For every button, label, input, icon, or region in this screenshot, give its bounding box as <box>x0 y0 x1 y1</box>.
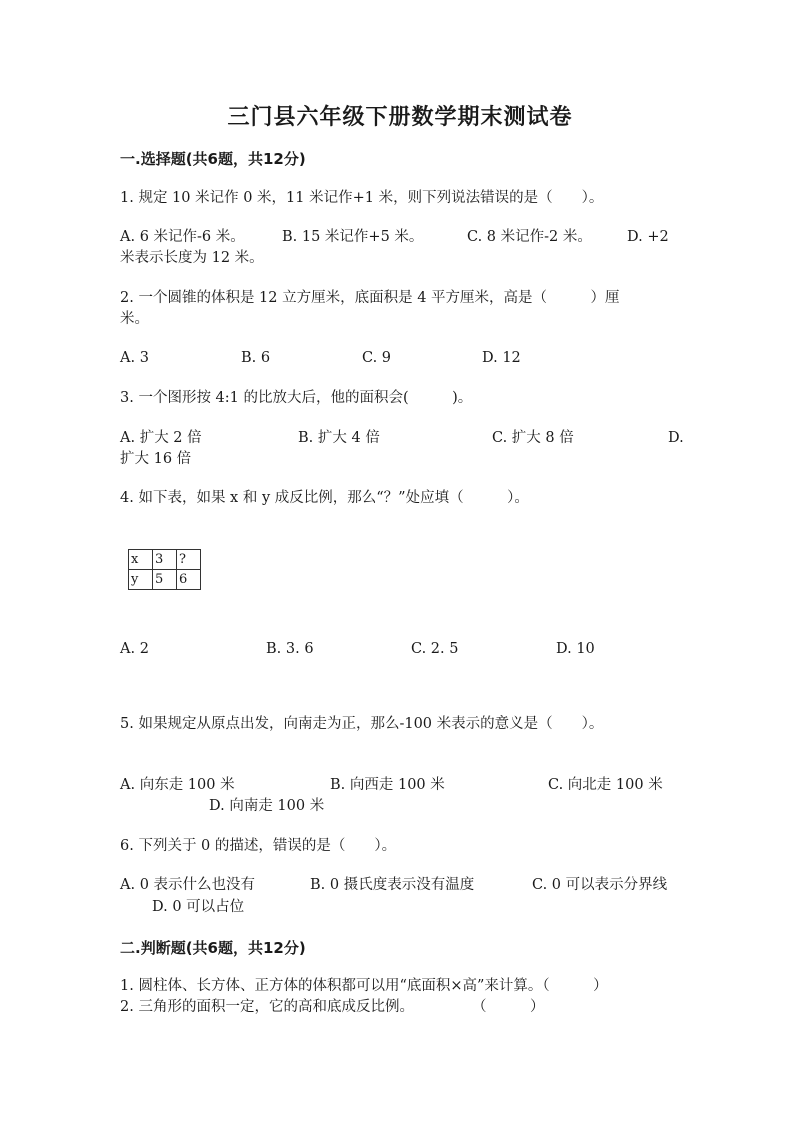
table-cell: 3 <box>153 550 177 570</box>
judgement-2: 2. 三角形的面积一定，它的高和底成反比例。 （ ） <box>120 999 545 1015</box>
question-5-option-a: A. 向东走 100 米 <box>120 777 235 793</box>
section-heading-judgement: 二.判断题(共6题，共12分) <box>120 939 306 957</box>
question-4-option-c: C. 2. 5 <box>411 641 459 657</box>
question-5-stem: 5. 如果规定从原点出发，向南走为正，那么-100 米表示的意义是（ ）。 <box>120 716 604 732</box>
question-4-option-d: D. 10 <box>556 641 595 657</box>
question-1-stem: 1. 规定 10 米记作 0 米，11 米记作+1 米，则下列说法错误的是（ ）。 <box>120 190 604 206</box>
question-4-option-b: B. 3. 6 <box>266 641 314 657</box>
question-2-stem-cont: 米。 <box>120 311 149 327</box>
table-row <box>129 570 201 590</box>
question-5-option-d: D. 向南走 100 米 <box>209 798 325 814</box>
question-6-option-c: C. 0 可以表示分界线 <box>532 877 668 893</box>
table-row <box>129 550 201 570</box>
table-cell: 6 <box>177 570 201 590</box>
question-6-option-a: A. 0 表示什么也没有 <box>120 877 256 893</box>
question-2-option-d: D. 12 <box>482 350 521 366</box>
question-4-option-a: A. 2 <box>120 641 149 657</box>
question-6-stem: 6. 下列关于 0 的描述，错误的是（ ）。 <box>120 838 397 854</box>
question-4-stem: 4. 如下表，如果 x 和 y 成反比例，那么“？”处应填（ ）。 <box>120 490 529 506</box>
question-2-option-a: A. 3 <box>120 350 149 366</box>
question-5-option-c: C. 向北走 100 米 <box>548 777 663 793</box>
table-cell: x <box>129 550 153 570</box>
question-3-option-d-cont: 扩大 16 倍 <box>120 451 192 467</box>
question-2-option-b: B. 6 <box>241 350 271 366</box>
question-1-option-d: D. +2 <box>627 229 669 245</box>
question-3-stem: 3. 一个图形按 4:1 的比放大后，他的面积会( )。 <box>120 390 473 406</box>
question-1-option-c: C. 8 米记作-2 米。 <box>467 229 592 245</box>
question-2-stem: 2. 一个圆锥的体积是 12 立方厘米，底面积是 4 平方厘米，高是（ ）厘 <box>120 290 620 306</box>
question-5-option-b: B. 向西走 100 米 <box>330 777 445 793</box>
section-heading-choice: 一.选择题(共6题，共12分) <box>120 150 306 168</box>
question-3-option-b: B. 扩大 4 倍 <box>298 430 380 446</box>
question-1-option-a: A. 6 米记作-6 米。 <box>120 229 245 245</box>
question-1-option-b: B. 15 米记作+5 米。 <box>282 229 424 245</box>
question-6-option-b: B. 0 摄氏度表示没有温度 <box>310 877 475 893</box>
judgement-1: 1. 圆柱体、长方体、正方体的体积都可以用“底面积×高”来计算。（ ） <box>120 978 608 994</box>
question-2-option-c: C. 9 <box>362 350 392 366</box>
question-3-option-d: D. <box>668 430 684 446</box>
xy-table <box>128 549 201 590</box>
table-cell: 5 <box>153 570 177 590</box>
table-cell: ? <box>177 550 201 570</box>
table-cell: y <box>129 570 153 590</box>
question-1-option-d-cont: 米表示长度为 12 米。 <box>120 250 264 266</box>
question-3-option-c: C. 扩大 8 倍 <box>492 430 574 446</box>
question-6-option-d: D. 0 可以占位 <box>152 899 245 915</box>
page-title: 三门县六年级下册数学期末测试卷 <box>227 105 573 130</box>
question-3-option-a: A. 扩大 2 倍 <box>120 430 202 446</box>
